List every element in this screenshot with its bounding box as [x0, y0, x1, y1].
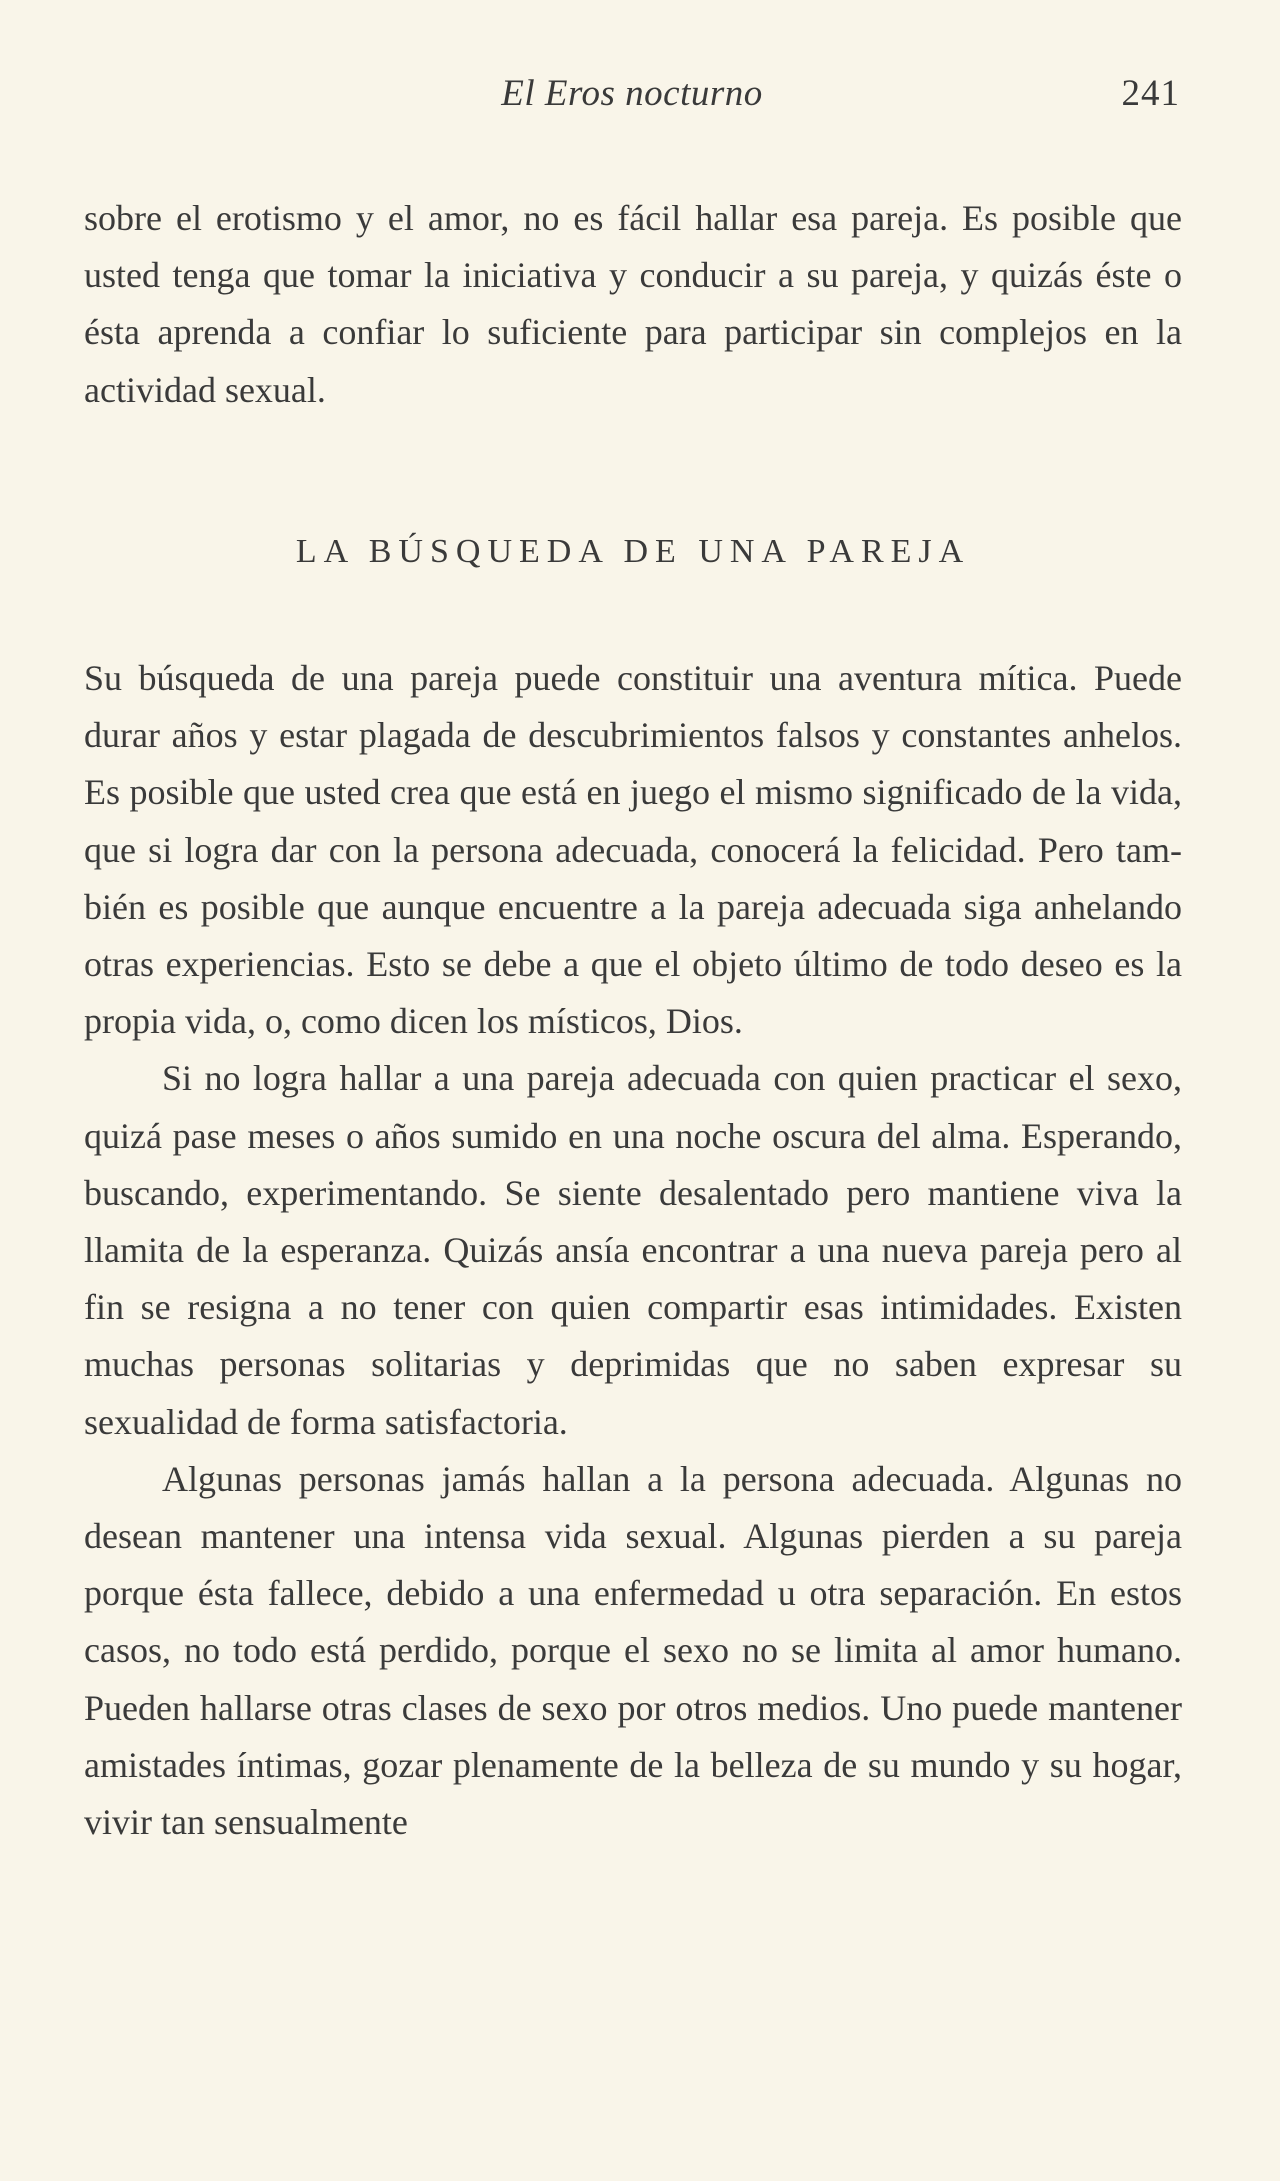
page-number: 241: [1121, 73, 1180, 114]
running-head: [84, 72, 1180, 132]
running-title: El Eros nocturno: [501, 73, 763, 114]
paragraph: Su búsqueda de una pareja puede constituir una aventura mítica. Puede durar años y estar plagada de descubrimientos falsos y constantes anhelos. Es posible que usted crea que está en juego el mismo significado de la vida, que si logra dar con la persona adecuada, conocerá la felicidad. Pero también es posible que aunque encuentre a la pareja adecuada siga anhelando otras experiencias. Esto se debe a que el objeto último de todo deseo es la propia vida, o, como dicen los místicos, Dios.: [84, 658, 1182, 1042]
body-text-section: [84, 650, 1182, 1851]
paragraph: Si no logra hallar a una pareja adecuada con quien practicar el sexo, quizá pase meses o años sumido en una noche oscura del alma. Esperando, buscando, experimentando. Se siente desalentado pero mantiene viva la llamita de la esperanza. Quizás ansía encontrar a una nueva pareja pero al fin se resigna a no tener con quien compartir esas intimidades. Existen muchas personas solitarias y deprimidas que no saben expresar su sexualidad de forma satisfactoria.: [84, 1058, 1182, 1442]
paragraph: Algunas personas jamás hallan a la persona adecuada. Algunas no desean mantener una intensa vida sexual. Algunas pierden a su pareja porque ésta fallece, debido a una enfermedad u otra separación. En estos casos, no todo está perdido, porque el sexo no se limita al amor humano. Pueden hallarse otras clases de sexo por otros medios. Uno puede mantener amistades íntimas, gozar plenamente de la belleza de su mundo y su hogar, vivir tan sensualmente: [84, 1458, 1182, 1843]
paragraph-continued: sobre el erotismo y el amor, no es fácil hallar esa pareja. Es posible que usted tenga que tomar la iniciativa y conducir a su pareja, y quizás éste o ésta aprenda a confiar lo suficiente para participar sin complejos en la actividad sexual.: [84, 198, 1182, 410]
body-text-top: [84, 190, 1182, 419]
section-heading: LA BÚSQUEDA DE UNA PAREJA: [295, 533, 971, 570]
